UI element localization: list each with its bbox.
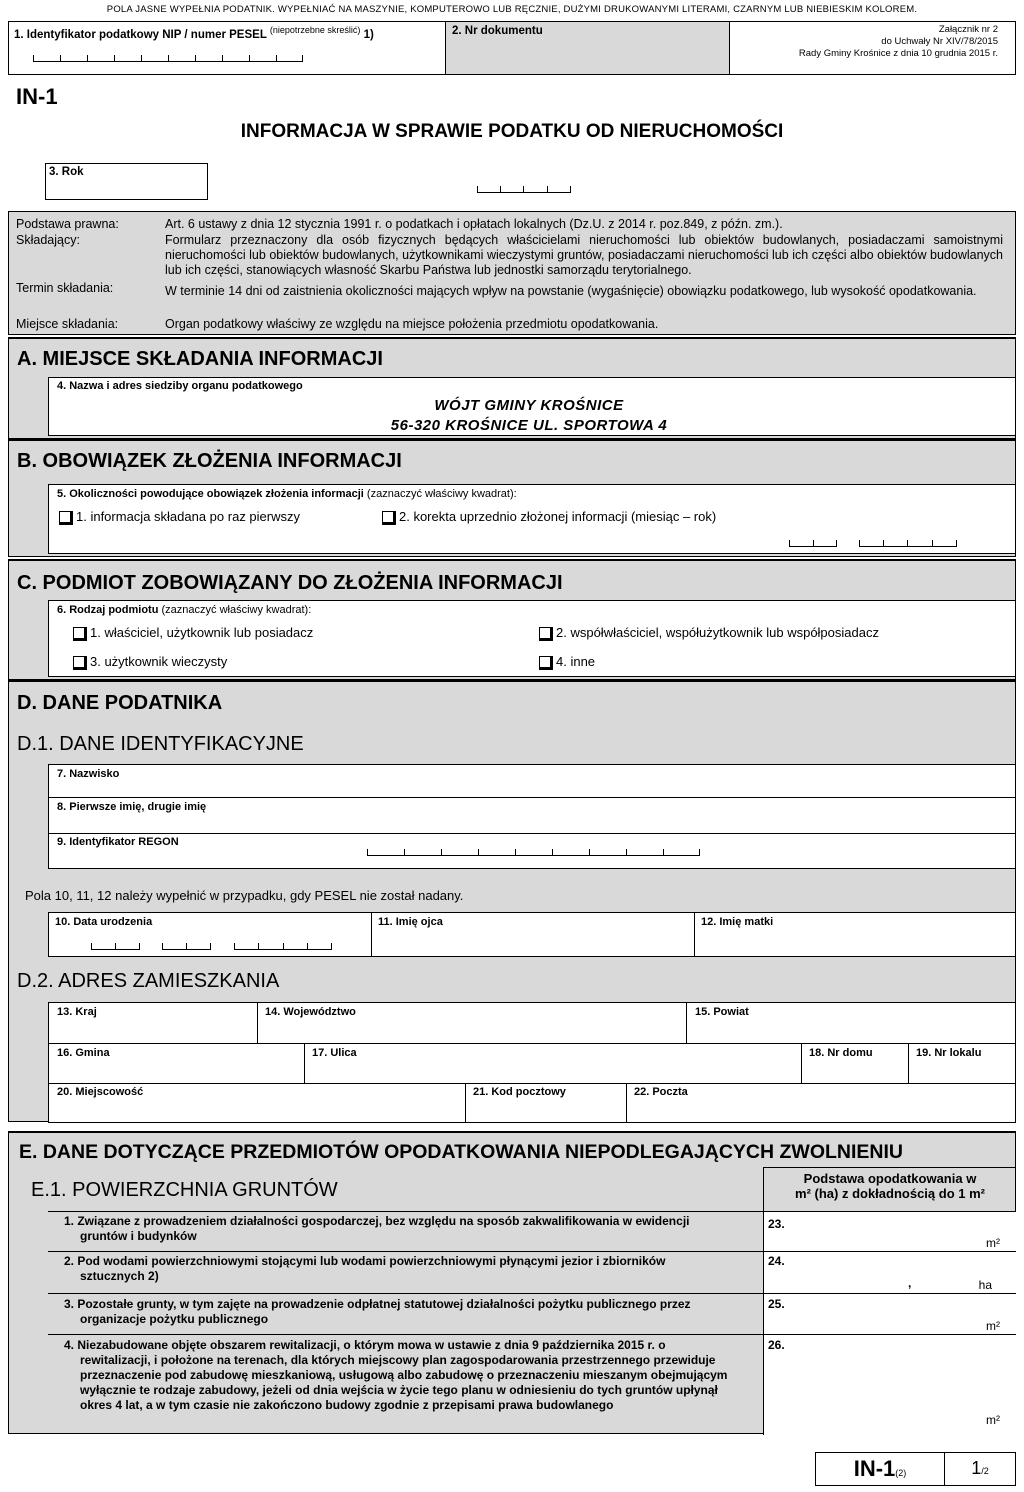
table-row (48, 1334, 1016, 1434)
doc-number-field (445, 22, 730, 74)
page-total: /2 (981, 1466, 989, 1476)
field17-label: 17. Ulica (312, 1047, 357, 1059)
skladajacy-label: Składający: (16, 233, 80, 247)
field14-label: 14. Województwo (265, 1006, 356, 1018)
month-birth-ticks (162, 944, 211, 950)
field18-label: 18. Nr domu (809, 1047, 873, 1059)
option-owner-label: 1. właściciel, użytkownik lub posiadacz (90, 625, 314, 640)
miejsce-text: Organ podatkowy właściwy ze względu na miejsce położenia przedmiotu opodatkowania. (165, 317, 659, 331)
row-label: 4. Niezabudowane objęte obszarem rewitalizacji, o którym mowa w ustawie z dnia 9 października 2015 r. o rewitalizacji, i położone na terenach, dla których miejscowy plan zagospodarowania przestrzennego przewiduje przeznaczenie pod zabudowę mieszkaniową, usługową albo zabudowę o przeznaczeniu mieszanym obejmującym wyłącznie te rodzaje zabudowy, jeżeli od dnia wejścia w życie tego planu w odniesieniu do tych gruntów upłynął okres 4 lat, a w tym czasie nie zakończono budowy zgodnie z przepisami prawa budowlanego (64, 1338, 728, 1412)
field1-label: 1. Identyfikator podatkowy NIP / numer PESEL (14, 28, 267, 41)
surname-field[interactable] (48, 764, 1016, 798)
field3-label: 3. Rok (49, 166, 84, 178)
field13-label: 13. Kraj (57, 1006, 97, 1018)
country-field[interactable] (48, 1002, 258, 1044)
nip-field[interactable] (9, 22, 445, 74)
basis-header-line1: Podstawa opodatkowania w (803, 1171, 977, 1186)
unit-label: ha (978, 1278, 992, 1292)
postal-code-field[interactable] (465, 1083, 627, 1123)
field6-note: (zaznaczyć właściwy kwadrat): (161, 604, 312, 616)
birth-date-field[interactable] (48, 912, 372, 957)
first-names-field[interactable] (48, 797, 1016, 834)
termin-text: W terminie 14 dni od zaistnienia okoliczności mających wpływ na powstanie (wygaśnięcie) obowiązku podatkowego, lub wysokość opodatkowania. (165, 284, 977, 298)
option-other-label: 4. inne (556, 654, 596, 669)
info-box (8, 211, 1016, 335)
option-co-owner[interactable] (539, 625, 879, 641)
section-b-title: B. OBOWIĄZEK ZŁOŻENIA INFORMACJI (17, 450, 402, 472)
unit-label: m² (986, 1236, 1000, 1250)
annex-line3: Rady Gminy Krośnice z dnia 10 grudnia 2015 r. (798, 48, 998, 59)
field10-label: 10. Data urodzenia (55, 916, 153, 928)
skladajacy-text: Formularz przeznaczony dla osób fizycznych będących właścicielami nieruchomości lub obiektów budowlanych, posiadaczami samoistnymi nieruchomości lub obiektów budowlanych, użytkownikami wieczystymi gruntów, posiadaczami nieruchomości lub ich części albo obiektów budowlanych lub ich części, stanowiących własność Skarbu Państwa lub jednostki samorządu terytorialnego. (165, 233, 1003, 277)
organ-address: 56-320 KROŚNICE UL. SPORTOWA 4 (390, 417, 668, 434)
field1-sup: 1) (363, 28, 374, 41)
field1-note: (niepotrzebne skreślić) (269, 25, 361, 35)
field11-label: 11. Imię ojca (378, 916, 443, 928)
option-first-filing[interactable] (59, 509, 300, 525)
field15-label: 15. Powiat (695, 1006, 749, 1018)
option-perpetual-user[interactable] (73, 654, 227, 670)
table-row (48, 1251, 1016, 1293)
field21-label: 21. Kod pocztowy (473, 1086, 566, 1098)
field-number: 26. (768, 1338, 785, 1352)
county-field[interactable] (686, 1002, 1016, 1044)
field4-label: 4. Nazwa i adres siedziby organu podatkowego (57, 380, 303, 392)
regon-ticks (367, 850, 700, 856)
organ-name: WÓJT GMINY KROŚNICE (434, 397, 624, 414)
voivodeship-field[interactable] (257, 1002, 687, 1044)
section-d1-title: D.1. DANE IDENTYFIKACYJNE (17, 733, 304, 755)
table-row (48, 1293, 1016, 1334)
footer-code: IN-1 (853, 1456, 896, 1481)
podstawa-text: Art. 6 ustawy z dnia 12 stycznia 1991 r. o podatkach i opłatach lokalnych (Dz.U. z 2014 r. poz.849, z późn. zm.). (165, 217, 783, 231)
checkbox-icon[interactable] (539, 656, 553, 670)
day-ticks (91, 944, 140, 950)
checkbox-icon[interactable] (539, 627, 553, 641)
option-first-filing-label: 1. informacja składana po raz pierwszy (76, 509, 300, 524)
form-code: IN-1 (16, 84, 58, 109)
street-field[interactable] (304, 1043, 802, 1084)
field5-note: (zaznaczyć właściwy kwadrat): (366, 488, 517, 500)
field-number: 25. (768, 1297, 785, 1311)
mother-name-field[interactable] (694, 912, 1016, 957)
organ-field (48, 377, 1016, 436)
field7-label: 7. Nazwisko (57, 768, 120, 780)
year-field[interactable] (45, 163, 208, 200)
section-c-title: C. PODMIOT ZOBOWIĄZANY DO ZŁOŻENIA INFORMACJI (17, 572, 563, 594)
section-a-title: A. MIEJSCE SKŁADANIA INFORMACJI (17, 348, 383, 370)
option-perpetual-user-label: 3. użytkownik wieczysty (90, 654, 228, 669)
page-number-box (944, 1452, 1016, 1486)
field-number: 24. (768, 1254, 785, 1268)
checkbox-icon[interactable] (73, 656, 87, 670)
year-birth-ticks (234, 944, 332, 950)
option-co-owner-label: 2. współwłaściciel, współużytkownik lub współposiadacz (556, 625, 879, 640)
birth-data-note: Pola 10, 11, 12 należy wypełnić w przypadku, gdy PESEL nie został nadany. (25, 888, 464, 903)
section-e-title: E. DANE DOTYCZĄCE PRZEDMIOTÓW OPODATKOWANIA NIEPODLEGAJĄCYCH ZWOLNIENIU (19, 1141, 904, 1163)
field-number: 23. (768, 1217, 785, 1231)
month-ticks (789, 541, 837, 547)
area-input[interactable] (763, 1252, 1016, 1294)
field8-label: 8. Pierwsze imię, drugie imię (57, 801, 207, 813)
nip-ticks (33, 56, 303, 62)
area-input[interactable] (763, 1335, 1016, 1435)
option-correction-label: 2. korekta uprzednio złożonej informacji (miesiąc – rok) (399, 509, 717, 524)
checkbox-icon[interactable] (59, 511, 73, 525)
section-d2-title: D.2. ADRES ZAMIESZKANIA (17, 970, 280, 992)
annex-line1: Załącznik nr 2 (938, 24, 998, 35)
option-correction[interactable] (382, 509, 716, 525)
unit-label: m² (986, 1319, 1000, 1333)
field2-label: 2. Nr dokumentu (452, 25, 543, 37)
field9-label: 9. Identyfikator REGON (57, 836, 179, 848)
field22-label: 22. Poczta (634, 1086, 688, 1098)
regon-field[interactable] (48, 833, 1016, 869)
basis-header-line2: m² (ha) z dokładnością do 1 m² (795, 1186, 985, 1201)
field6-label: 6. Rodzaj podmiotu (57, 604, 159, 616)
termin-label: Termin składania: (16, 281, 114, 295)
post-office-field[interactable] (626, 1083, 1016, 1123)
area-input[interactable] (763, 1212, 1016, 1252)
option-other[interactable] (539, 654, 595, 670)
area-input[interactable] (763, 1294, 1016, 1335)
field19-label: 19. Nr lokalu (916, 1047, 982, 1059)
page-number: 1 (971, 1458, 982, 1478)
section-e1-title: E.1. POWIERZCHNIA GRUNTÓW (31, 1179, 338, 1201)
unit-label: m² (986, 1413, 1000, 1427)
page-title: INFORMACJA W SPRAWIE PODATKU OD NIERUCHOMOŚCI (240, 121, 784, 142)
checkbox-icon[interactable] (382, 511, 396, 525)
annex-line2: do Uchwały Nr XIV/78/2015 (881, 36, 998, 47)
podstawa-label: Podstawa prawna: (16, 217, 119, 231)
top-note: POLA JASNE WYPEŁNIA PODATNIK. WYPEŁNIAĆ NA MASZYNIE, KOMPUTEROWO LUB RĘCZNIE, DUŻYMI DRUKOWANYMI LITERAMI, CZARNYM LUB NIEBIESKIM KOLOREM. (106, 4, 918, 15)
year-ticks (477, 187, 571, 193)
section-d-title: D. DANE PODATNIKA (17, 692, 223, 714)
year-correction-ticks (859, 541, 957, 547)
row-label: 2. Pod wodami powierzchniowymi stojącymi lub wodami powierzchniowymi płynącymi jezior i zbiorników sztucznych 2) (64, 1254, 666, 1283)
field12-label: 12. Imię matki (701, 916, 774, 928)
annex-note (732, 24, 998, 60)
decimal-separator: , (908, 1276, 912, 1290)
father-name-field[interactable] (371, 912, 695, 957)
house-number-field[interactable] (801, 1043, 909, 1084)
row-label: 3. Pozostałe grunty, w tym zajęte na prowadzenie odpłatnej statutowej działalności pożytku publicznego przez organizacje pożytku publicznego (64, 1297, 691, 1326)
footer-code-box (815, 1452, 945, 1486)
field5-label: 5. Okoliczności powodujące obowiązek złożenia informacji (57, 488, 364, 500)
apartment-number-field[interactable] (908, 1043, 1016, 1084)
checkbox-icon[interactable] (73, 627, 87, 641)
basis-header (763, 1167, 1016, 1211)
field20-label: 20. Miejscowość (57, 1086, 144, 1098)
circumstance-field (48, 484, 1016, 554)
miejsce-label: Miejsce składania: (16, 317, 119, 331)
locality-field[interactable] (48, 1083, 466, 1123)
table-row (48, 1211, 1016, 1251)
field16-label: 16. Gmina (57, 1047, 110, 1059)
land-rows (48, 1211, 1016, 1434)
option-owner[interactable] (73, 625, 313, 641)
commune-field[interactable] (48, 1043, 305, 1084)
row-label: 1. Związane z prowadzeniem działalności gospodarczej, bez względu na sposób zakwalifikowania w ewidencji gruntów i budynków (64, 1214, 690, 1243)
footer-code-sub: (2) (895, 1468, 907, 1478)
entity-type-field (48, 600, 1016, 677)
